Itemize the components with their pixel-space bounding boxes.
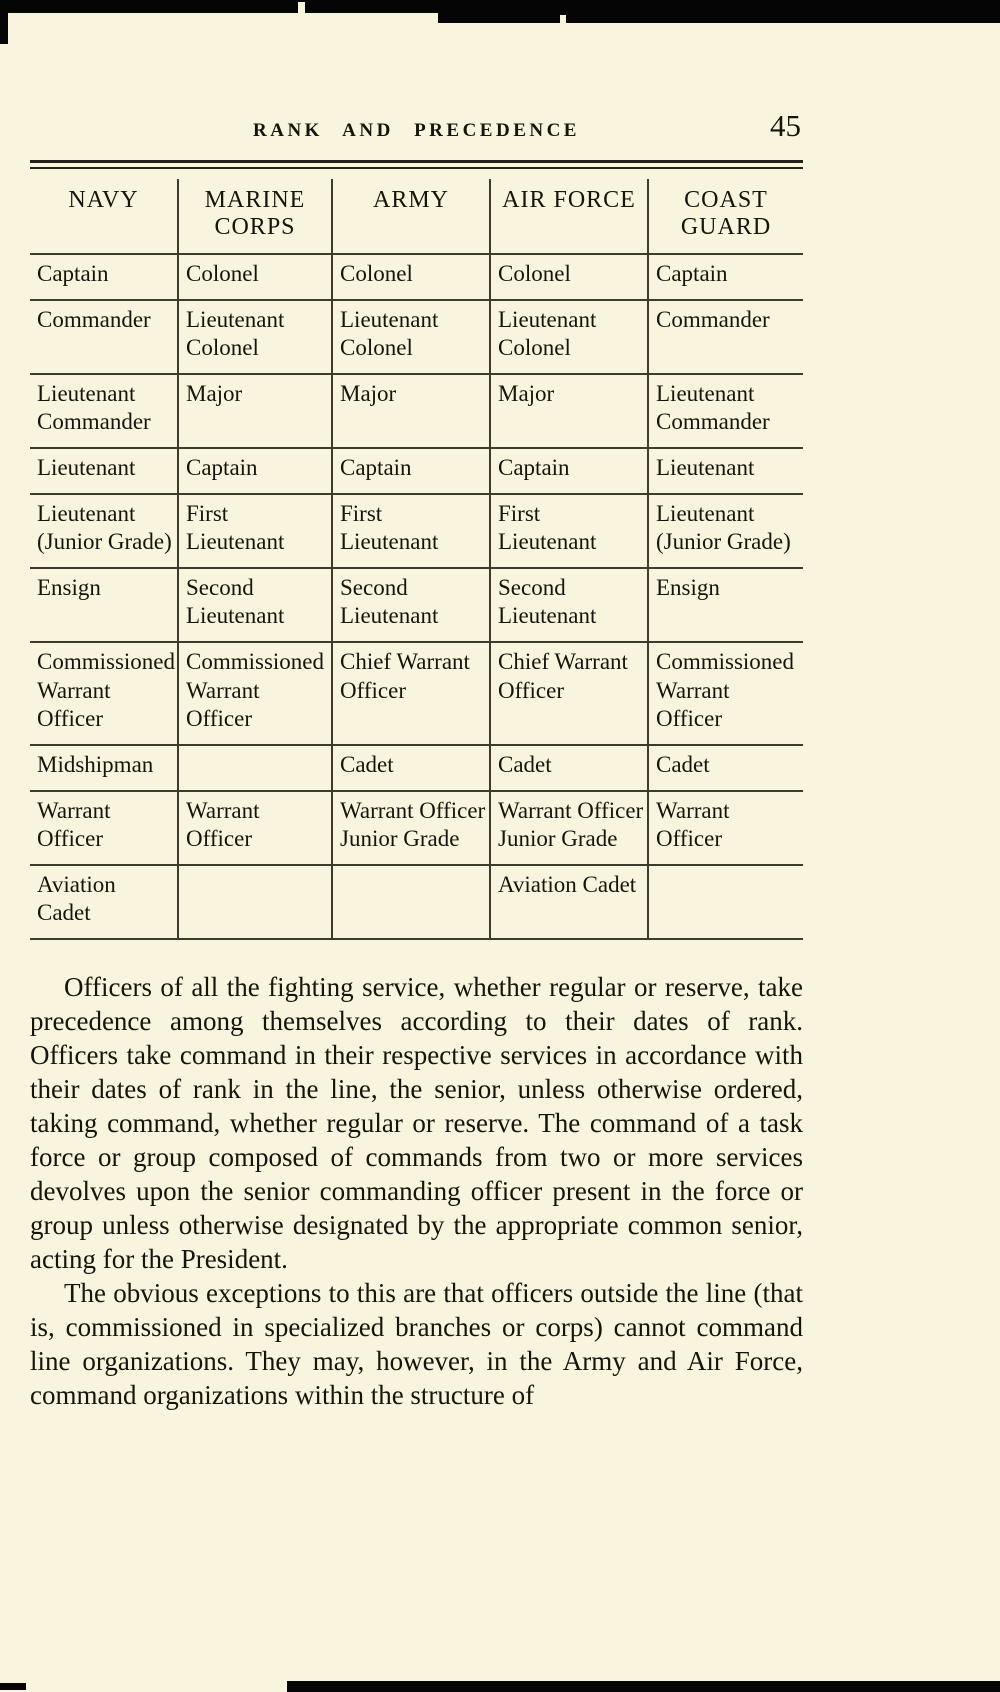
rank-cell: Warrant Officer — [30, 791, 178, 865]
rank-cell: Colonel — [490, 254, 648, 300]
rank-cell: Commissioned Warrant Officer — [648, 642, 803, 744]
rank-cell: Warrant Officer — [178, 791, 332, 865]
scan-artifact-top-bar — [0, 0, 1000, 13]
rank-cell: Captain — [178, 448, 332, 494]
rank-cell: Warrant Officer Junior Grade — [490, 791, 648, 865]
scan-artifact-left-edge — [0, 0, 8, 44]
rank-cell: Cadet — [648, 745, 803, 791]
rank-cell: Midshipman — [30, 745, 178, 791]
rank-cell: Lieutenant Colonel — [332, 300, 490, 374]
book-page — [30, 0, 803, 1412]
table-row — [30, 374, 803, 448]
scan-artifact-bottom-bar — [287, 1681, 1000, 1692]
rank-cell: Chief Warrant Officer — [490, 642, 648, 744]
body-text — [30, 970, 803, 1412]
rank-cell: Captain — [30, 254, 178, 300]
rank-cell: Commander — [30, 300, 178, 374]
paragraph: The obvious exceptions to this are that officers outside the line (that is, commissioned in specialized branches or corps) cannot command line organizations. They may, however, in the Army and Air Force, command organizations within the structure of — [30, 1277, 803, 1410]
column-header-army: ARMY — [332, 179, 490, 254]
scan-artifact-notch — [298, 2, 305, 13]
rank-cell: First Lieutenant — [178, 494, 332, 568]
rank-cell: Warrant Officer Junior Grade — [332, 791, 490, 865]
rank-cell: Cadet — [490, 745, 648, 791]
table-row — [30, 300, 803, 374]
rank-cell: Colonel — [178, 254, 332, 300]
rank-cell: Major — [178, 374, 332, 448]
table-row — [30, 745, 803, 791]
rank-cell: Cadet — [332, 745, 490, 791]
rank-equivalence-table — [30, 179, 803, 940]
table-row — [30, 568, 803, 642]
rank-cell: Colonel — [332, 254, 490, 300]
rank-cell: Commissioned Warrant Officer — [178, 642, 332, 744]
rank-cell: Warrant Officer — [648, 791, 803, 865]
table-row — [30, 254, 803, 300]
table-row — [30, 865, 803, 939]
rank-cell: Major — [332, 374, 490, 448]
running-head-title: RANK AND PRECEDENCE — [253, 120, 580, 141]
rank-cell: First Lieutenant — [490, 494, 648, 568]
rank-cell: Commander — [648, 300, 803, 374]
rank-cell: Lieutenant (Junior Grade) — [30, 494, 178, 568]
column-header-marine-corps: MARINE CORPS — [178, 179, 332, 254]
rank-cell: Lieutenant (Junior Grade) — [648, 494, 803, 568]
rank-cell: Major — [490, 374, 648, 448]
rank-cell: Captain — [648, 254, 803, 300]
rank-cell: Lieutenant Commander — [648, 374, 803, 448]
rank-cell: Lieutenant Commander — [30, 374, 178, 448]
rank-cell: Lieutenant — [648, 448, 803, 494]
rank-cell: Ensign — [30, 568, 178, 642]
rank-cell: Commissioned Warrant Officer — [30, 642, 178, 744]
rank-cell: Captain — [490, 448, 648, 494]
table-row — [30, 448, 803, 494]
page-header — [30, 108, 803, 150]
table-row — [30, 642, 803, 744]
paragraph: Officers of all the fighting service, whether regular or reserve, take precedence among themselves according to their dates of rank. Officers take command in their respective services in accordance with their dates of rank in the line, the senior, unless otherwise ordered, taking command, whether regular or reserve. The command of a task force or group composed of commands from two or more services devolves upon the senior commanding officer present in the force or group unless otherwise designated by the appropriate common senior, acting for the President. — [30, 971, 803, 1274]
rank-cell: Second Lieutenant — [178, 568, 332, 642]
rank-cell: Aviation Cadet — [490, 865, 648, 939]
rank-cell: Lieutenant Colonel — [490, 300, 648, 374]
rank-cell: Second Lieutenant — [332, 568, 490, 642]
column-header-navy: NAVY — [30, 179, 178, 254]
rank-cell — [178, 745, 332, 791]
table-row — [30, 791, 803, 865]
rank-cell: Captain — [332, 448, 490, 494]
rank-cell: Ensign — [648, 568, 803, 642]
double-rule — [30, 160, 803, 169]
rank-cell: Aviation Cadet — [30, 865, 178, 939]
page-number: 45 — [770, 108, 801, 143]
rank-cell — [178, 865, 332, 939]
rank-cell — [648, 865, 803, 939]
rank-cell: Lieutenant Colonel — [178, 300, 332, 374]
scan-artifact-notch — [560, 15, 566, 23]
rank-cell: Lieutenant — [30, 448, 178, 494]
table-header-row — [30, 179, 803, 254]
rank-cell: First Lieutenant — [332, 494, 490, 568]
column-header-coast-guard: COAST GUARD — [648, 179, 803, 254]
rank-cell: Chief Warrant Officer — [332, 642, 490, 744]
rank-cell: Second Lieutenant — [490, 568, 648, 642]
column-header-air-force: AIR FORCE — [490, 179, 648, 254]
rank-cell — [332, 865, 490, 939]
table-row — [30, 494, 803, 568]
scan-artifact-bottom-left — [0, 1683, 26, 1690]
scan-artifact-top-bar-right — [438, 13, 1000, 23]
